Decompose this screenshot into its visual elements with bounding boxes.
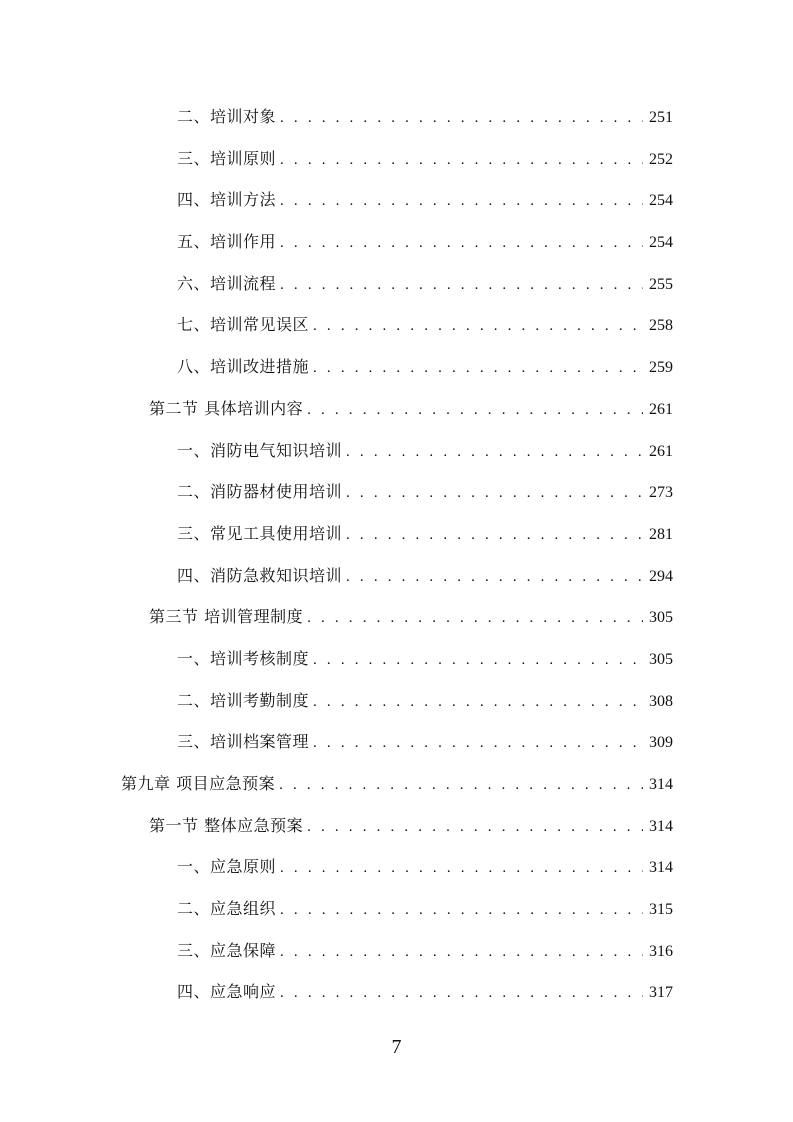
- toc-entry-title: 二、消防器材使用培训: [177, 482, 343, 502]
- toc-leader-dots: [280, 890, 643, 932]
- toc-entry-title: 六、培训流程: [177, 273, 277, 293]
- toc-leader-dots: [313, 640, 643, 682]
- toc-leader-dots: [280, 932, 643, 974]
- toc-leader-dots: [280, 848, 643, 890]
- toc-leader-dots: [280, 265, 643, 307]
- toc-chapter-entry[interactable]: [0, 763, 793, 805]
- toc-entry-title: 七、培训常见误区: [177, 315, 310, 335]
- toc-leader-dots: [307, 598, 643, 640]
- toc-entry[interactable]: [0, 346, 793, 388]
- toc-entry-title: 第九章 项目应急预案: [121, 774, 276, 793]
- toc-entry-page: 255: [649, 275, 673, 293]
- toc-leader-dots: [307, 390, 643, 432]
- toc-entry-page: 281: [649, 525, 673, 543]
- toc-entry-page: 314: [649, 776, 673, 793]
- toc-entry-page: 251: [649, 109, 673, 126]
- toc-leader-dots: [346, 473, 643, 515]
- toc-leader-dots: [307, 807, 643, 849]
- toc-entry[interactable]: [0, 179, 793, 221]
- toc-entry-page: 305: [649, 609, 673, 627]
- toc-leader-dots: [313, 723, 643, 765]
- toc-entry-title: 四、消防急救知识培训: [177, 565, 343, 585]
- toc-section-entry[interactable]: [0, 596, 793, 638]
- toc-entry[interactable]: [0, 638, 793, 680]
- toc-entry-page: 259: [649, 359, 673, 377]
- toc-leader-dots: [280, 973, 643, 1015]
- toc-leader-dots: [346, 515, 643, 557]
- toc-entry-page: 252: [649, 150, 673, 168]
- toc-entry-title: 二、培训考勤制度: [177, 690, 310, 710]
- toc-leader-dots: [346, 432, 643, 474]
- toc-entry-title: 四、应急响应: [177, 982, 277, 1002]
- toc-entry-page: 258: [649, 317, 673, 335]
- toc-leader-dots: [313, 348, 643, 390]
- toc-leader-dots: [280, 223, 643, 265]
- toc-leader-dots: [313, 682, 643, 724]
- page-number: 7: [391, 1036, 402, 1058]
- toc-leader-dots: [280, 181, 643, 223]
- toc-leader-dots: [280, 98, 643, 140]
- toc-entry[interactable]: [0, 471, 793, 513]
- toc-entry-page: 261: [649, 400, 673, 418]
- toc-entry-page: 309: [649, 734, 673, 752]
- toc-entry-page: 316: [649, 942, 673, 960]
- toc-entry-title: 三、培训档案管理: [177, 732, 310, 752]
- toc-entry-title: 第一节 整体应急预案: [149, 815, 304, 835]
- toc-entry-title: 四、培训方法: [177, 190, 277, 210]
- toc-entry-title: 三、常见工具使用培训: [177, 523, 343, 543]
- toc-leader-dots: [346, 557, 643, 599]
- toc-entry-title: 二、培训对象: [177, 107, 277, 126]
- toc-entry-title: 五、培训作用: [177, 232, 277, 252]
- toc-entry[interactable]: [0, 846, 793, 888]
- toc-entry[interactable]: [0, 138, 793, 180]
- toc-entry[interactable]: [0, 555, 793, 597]
- toc-entry[interactable]: [0, 888, 793, 930]
- toc-leader-dots: [279, 765, 643, 807]
- toc-entry-title: 一、培训考核制度: [177, 648, 310, 668]
- toc-entry-page: 273: [649, 484, 673, 502]
- toc-entry-title: 三、应急保障: [177, 940, 277, 960]
- toc-leader-dots: [280, 140, 643, 182]
- toc-entry-page: 261: [649, 442, 673, 460]
- table-of-contents: [0, 96, 793, 1013]
- toc-entry[interactable]: [0, 680, 793, 722]
- toc-entry-title: 三、培训原则: [177, 148, 277, 168]
- toc-entry-page: 305: [649, 650, 673, 668]
- toc-entry-page: 317: [649, 984, 673, 1002]
- toc-entry-page: 314: [649, 817, 673, 835]
- toc-entry-page: 308: [649, 692, 673, 710]
- toc-entry-page: 314: [649, 859, 673, 877]
- toc-entry[interactable]: [0, 96, 793, 138]
- toc-leader-dots: [313, 306, 643, 348]
- toc-entry-title: 一、应急原则: [177, 857, 277, 877]
- toc-entry[interactable]: [0, 971, 793, 1013]
- toc-entry[interactable]: [0, 263, 793, 305]
- toc-section-entry[interactable]: [0, 388, 793, 430]
- toc-section-entry[interactable]: [0, 805, 793, 847]
- toc-entry-title: 第三节 培训管理制度: [149, 607, 304, 627]
- toc-entry-page: 294: [649, 567, 673, 585]
- toc-entry-page: 254: [649, 234, 673, 252]
- toc-entry[interactable]: [0, 430, 793, 472]
- toc-entry-page: 254: [649, 192, 673, 210]
- toc-entry-title: 八、培训改进措施: [177, 357, 310, 377]
- toc-entry[interactable]: [0, 304, 793, 346]
- toc-entry-title: 二、应急组织: [177, 899, 277, 919]
- toc-entry[interactable]: [0, 513, 793, 555]
- toc-entry[interactable]: [0, 221, 793, 263]
- toc-entry-title: 一、消防电气知识培训: [177, 440, 343, 460]
- toc-entry-title: 第二节 具体培训内容: [149, 398, 304, 418]
- toc-entry[interactable]: [0, 930, 793, 972]
- toc-entry[interactable]: [0, 721, 793, 763]
- toc-entry-page: 315: [649, 901, 673, 919]
